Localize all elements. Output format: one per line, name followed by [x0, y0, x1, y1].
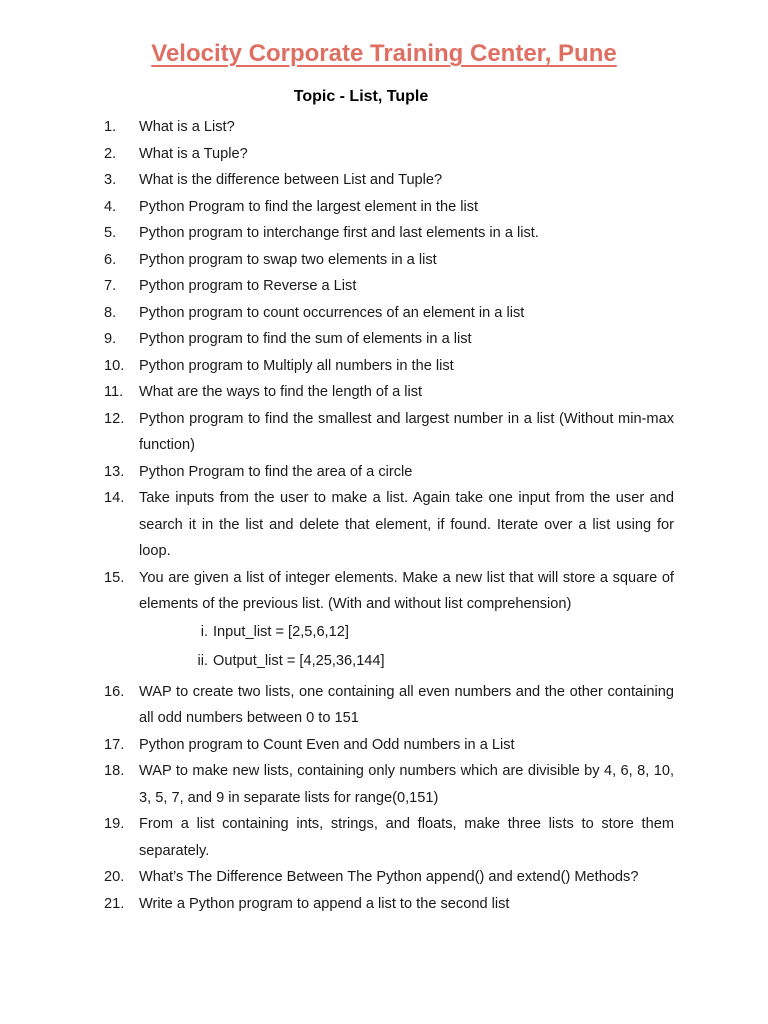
- example-text: Output_list = [4,25,36,144]: [213, 652, 385, 669]
- question-number: 19.: [104, 816, 125, 832]
- question-text: WAP to make new lists, containing only numbers which are divisible by 4, 6, 8, 10, 3, 5, 7, and 9 in separate lists for range(0,151): [139, 763, 674, 806]
- question-item: [0, 732, 768, 759]
- question-number: 3.: [104, 172, 117, 188]
- question-item: [0, 864, 768, 891]
- question-text: Take inputs from the user to make a list. Again take one input from the user and search it in the list and delete that element, if found. Iterate over a list using for loop.: [139, 490, 674, 559]
- question-number: 9.: [104, 331, 117, 347]
- question-number: 10.: [104, 357, 125, 374]
- question-number: 8.: [104, 304, 117, 321]
- question-text: Python program to swap two elements in a list: [139, 251, 437, 268]
- question-item: [0, 459, 768, 486]
- question-item: [0, 565, 768, 618]
- question-number: 2.: [104, 145, 117, 162]
- question-text: What is a List?: [139, 119, 235, 135]
- question-number: 14.: [104, 490, 125, 506]
- question-text: What is a Tuple?: [139, 145, 248, 162]
- question-item: [0, 485, 768, 565]
- question-number: 21.: [104, 895, 125, 912]
- example-item: [0, 618, 768, 647]
- question-text: Python Program to find the area of a circle: [139, 463, 413, 480]
- question-item: [0, 406, 768, 459]
- example-text: Input_list = [2,5,6,12]: [213, 623, 349, 640]
- question-item: [0, 220, 768, 247]
- question-text: From a list containing ints, strings, and floats, make three lists to store them separately.: [139, 816, 674, 859]
- example-item: [0, 647, 768, 676]
- question-item: [0, 811, 768, 864]
- question-number: 5.: [104, 225, 117, 241]
- question-text: What is the difference between List and Tuple?: [139, 172, 443, 188]
- question-item: [0, 167, 768, 194]
- question-item: [0, 300, 768, 327]
- question-text: Python program to count occurrences of an element in a list: [139, 304, 525, 321]
- question-list: [0, 114, 768, 917]
- question-item: [0, 141, 768, 168]
- question-item: [0, 758, 768, 811]
- question-number: 1.: [104, 119, 117, 135]
- question-item: [0, 353, 768, 380]
- question-text: What are the ways to find the length of a list: [139, 384, 423, 400]
- question-text: Python program to Reverse a List: [139, 278, 357, 294]
- topic-heading: Topic - List, Tuple: [293, 88, 429, 105]
- question-item: [0, 247, 768, 274]
- question-text: Python program to find the smallest and largest number in a list (Without min-max function): [139, 410, 674, 453]
- question-text: WAP to create two lists, one containing all even numbers and the other containing all odd numbers between 0 to 151: [139, 683, 674, 726]
- question-number: 13.: [104, 463, 125, 480]
- question-number: 16.: [104, 683, 125, 700]
- question-number: 20.: [104, 869, 125, 885]
- example-number: ii.: [197, 652, 208, 669]
- question-number: 15.: [104, 569, 125, 586]
- question-text: Python program to find the sum of elements in a list: [139, 331, 472, 347]
- question-item: [0, 891, 768, 918]
- question-text: Python program to interchange first and last elements in a list.: [139, 225, 539, 241]
- question-item: [0, 194, 768, 221]
- question-number: 4.: [104, 198, 117, 215]
- question-number: 12.: [104, 410, 125, 427]
- question-item: [0, 326, 768, 353]
- question-number: 11.: [104, 384, 124, 400]
- question-text: Python Program to find the largest element in the list: [139, 198, 479, 215]
- question-text: Python program to Count Even and Odd numbers in a List: [139, 736, 515, 753]
- question-number: 17.: [104, 736, 125, 753]
- question-number: 7.: [104, 278, 117, 294]
- example-number: i.: [200, 623, 208, 640]
- question-number: 6.: [104, 251, 117, 268]
- question-number: 18.: [104, 763, 125, 779]
- page-title: Velocity Corporate Training Center, Pune: [151, 40, 617, 67]
- question-text: You are given a list of integer elements. Make a new list that will store a square of elements of the previous list. (With and without list comprehension): [139, 569, 674, 612]
- question-item: [0, 379, 768, 406]
- question-text: What’s The Difference Between The Python append() and extend() Methods?: [139, 869, 639, 885]
- question-item: [0, 114, 768, 141]
- question-item: [0, 273, 768, 300]
- question-text: Write a Python program to append a list to the second list: [139, 895, 510, 912]
- question-text: Python program to Multiply all numbers in the list: [139, 357, 454, 374]
- question-item: [0, 679, 768, 732]
